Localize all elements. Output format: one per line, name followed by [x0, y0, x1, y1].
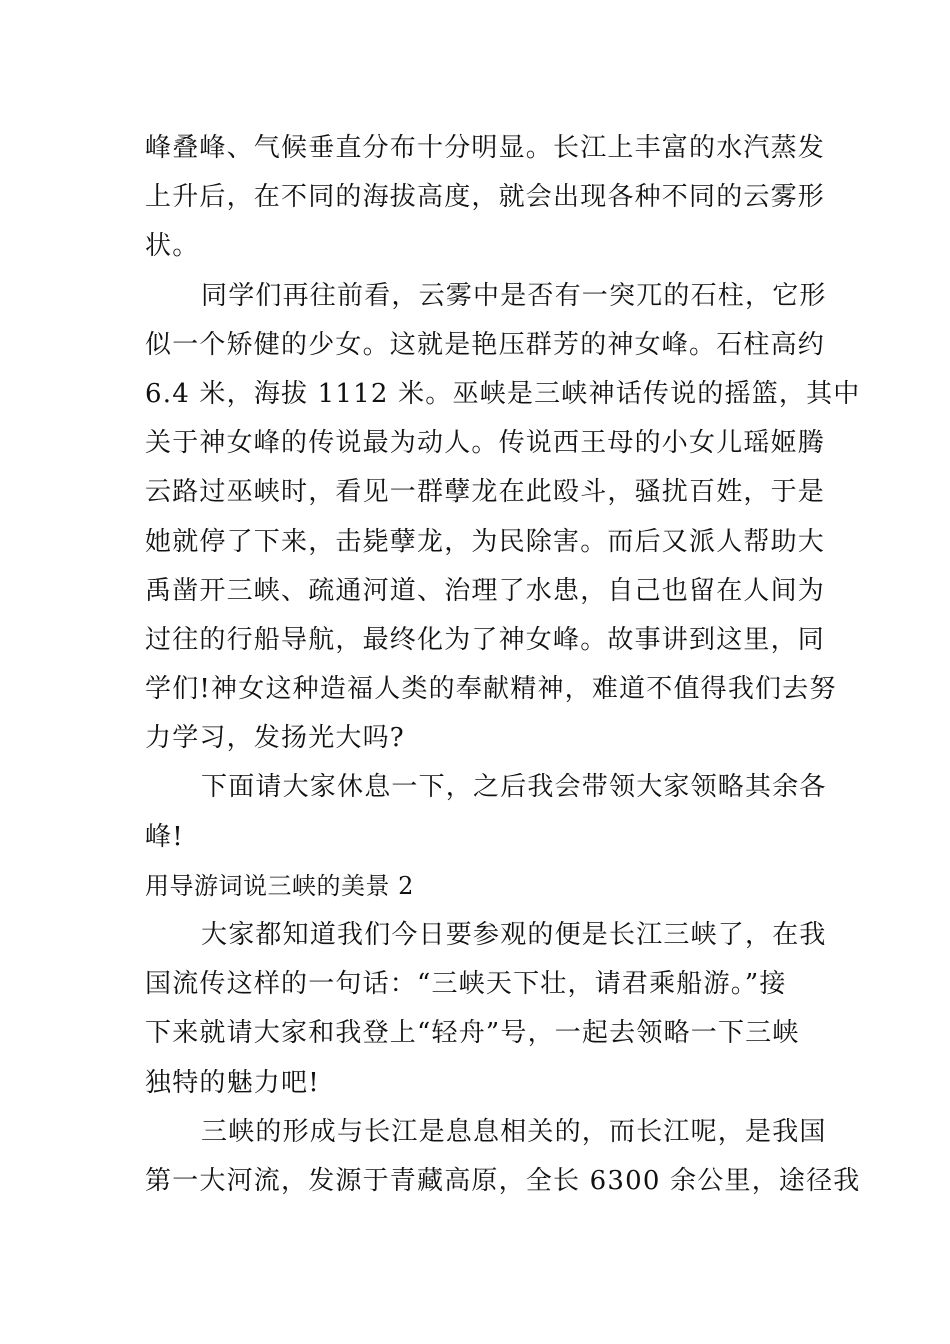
text-line: 国流传这样的一句话：“三峡天下壮，请君乘船游。”接 [145, 969, 787, 1000]
text-line: 力学习，发扬光大吗? [145, 723, 405, 754]
text-line: 云路过巫峡时，看见一群孽龙在此殴斗，骚扰百姓，于是 [145, 477, 826, 508]
paragraph-first-line: 大家都知道我们今日要参观的便是长江三峡了，在我 [201, 920, 827, 950]
paragraph-first-line: 三峡的形成与长江是息息相关的，而长江呢，是我国 [201, 1116, 827, 1147]
text-line: 过往的行船导航，最终化为了神女峰。故事讲到这里，同 [145, 624, 826, 655]
paragraph-first-line: 下面请大家休息一下，之后我会带领大家领略其余各 [201, 772, 827, 803]
paragraph-first-line: 同学们再往前看，云雾中是否有一突兀的石柱，它形 [201, 280, 827, 311]
text-line: 上升后，在不同的海拔高度，就会出现各种不同的云雾形 [145, 182, 826, 213]
text-line: 似一个矫健的少女。这就是艳压群芳的神女峰。石柱高约 [145, 329, 826, 360]
text-line: 学们!神女这种造福人类的奉献精神，难道不值得我们去努 [145, 674, 837, 705]
text-line: 独特的魅力吧! [145, 1067, 320, 1098]
section-heading: 用导游词说三峡的美景 2 [145, 871, 414, 900]
text-line: 峰! [145, 821, 184, 852]
text-line: 第一大河流，发源于青藏高原，全长 6300 余公里，途径我 [145, 1165, 861, 1196]
text-line: 6.4 米，海拔 1112 米。巫峡是三峡神话传说的摇篮，其中 [145, 378, 861, 409]
text-line: 状。 [145, 231, 200, 262]
text-line: 她就停了下来，击毙孽龙，为民除害。而后又派人帮助大 [145, 526, 826, 557]
text-line: 关于神女峰的传说最为动人。传说西王母的小女儿瑶姬腾 [145, 428, 826, 459]
text-line: 下来就请大家和我登上“轻舟”号，一起去领略一下三峡 [145, 1018, 800, 1049]
text-line: 峰叠峰、气候垂直分布十分明显。长江上丰富的水汽蒸发 [145, 133, 826, 163]
text-line: 禹凿开三峡、疏通河道、治理了水患，自己也留在人间为 [145, 575, 826, 606]
document-body [145, 124, 861, 1206]
